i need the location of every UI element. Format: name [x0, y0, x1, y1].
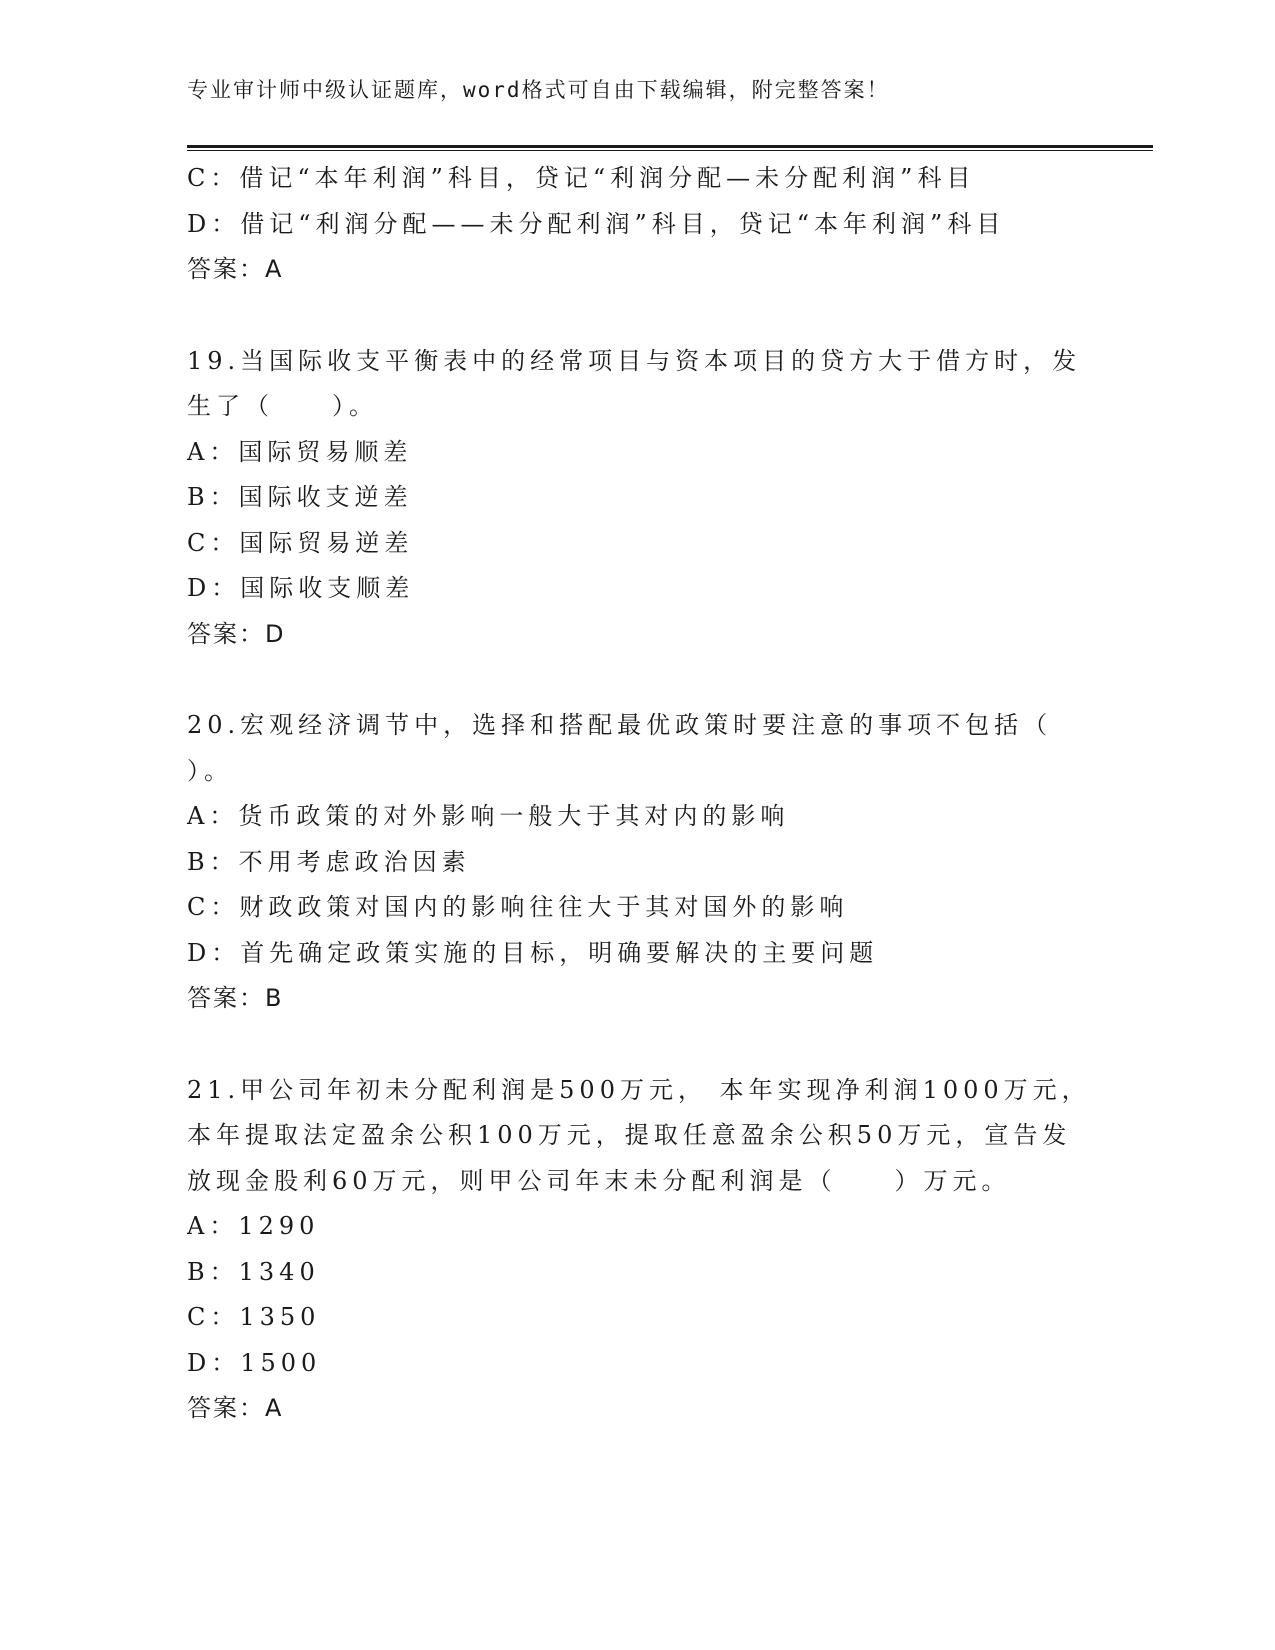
option-d: D：国际收支顺差 — [187, 574, 415, 602]
option-b: B：不用考虑政治因素 — [187, 847, 471, 876]
question-19 — [187, 339, 1087, 658]
question-stem-line: 21.甲公司年初未分配利润是500万元， 本年实现净利润1000万元， — [187, 1075, 1091, 1104]
continued-question — [187, 156, 1087, 293]
question-content — [187, 156, 1091, 1432]
option-c: C：国际贸易逆差 — [187, 528, 414, 557]
answer-line: 答案：A — [187, 255, 284, 283]
question-stem-line: 本年提取法定盈余公积100万元，提取任意盈余公积50万元，宣告发 — [187, 1121, 1072, 1149]
spacer — [187, 657, 1087, 703]
header-rule-thick — [187, 145, 1153, 148]
question-20 — [187, 703, 1087, 1022]
spacer — [187, 293, 1087, 339]
answer-line: 答案：D — [187, 619, 286, 648]
question-stem-line: 20.宏观经济调节中，选择和搭配最优政策时要注意的事项不包括（ — [187, 711, 1053, 739]
answer-line: 答案：A — [187, 1394, 284, 1422]
answer-line: 答案：B — [187, 984, 284, 1012]
option-d: D：借记“利润分配——未分配利润”科目，贷记“本年利润”科目 — [187, 209, 1006, 238]
option-a: A：货币政策的对外影响一般大于其对内的影响 — [187, 802, 790, 830]
question-21 — [187, 1068, 1091, 1432]
option-a: A：1290 — [187, 1212, 320, 1240]
option-b: B：1340 — [187, 1257, 320, 1286]
option-b: B：国际收支逆差 — [187, 483, 413, 511]
page-header: 专业审计师中级认证题库，word格式可自由下载编辑，附完整答案！ — [187, 78, 890, 102]
option-c: C：财政政策对国内的影响往往大于其对国外的影响 — [187, 893, 849, 921]
question-stem-line: 生了（ ）。 — [187, 392, 378, 420]
option-c: C：借记“本年利润”科目，贷记“利润分配—未分配利润”科目 — [187, 164, 976, 192]
option-d: D：首先确定政策实施的目标，明确要解决的主要问题 — [187, 938, 879, 967]
option-c: C：1350 — [187, 1303, 321, 1331]
option-a: A：国际贸易顺差 — [187, 437, 413, 466]
option-d: D：1500 — [187, 1348, 322, 1377]
header-rule-thin — [187, 150, 1153, 151]
question-stem-line: 放现金股利60万元，则甲公司年末未分配利润是（ ）万元。 — [187, 1166, 1011, 1195]
question-stem-line: ）。 — [187, 756, 233, 785]
question-stem-line: 19.当国际收支平衡表中的经常项目与资本项目的贷方大于借方时，发 — [187, 346, 1082, 375]
spacer — [187, 1022, 1087, 1068]
